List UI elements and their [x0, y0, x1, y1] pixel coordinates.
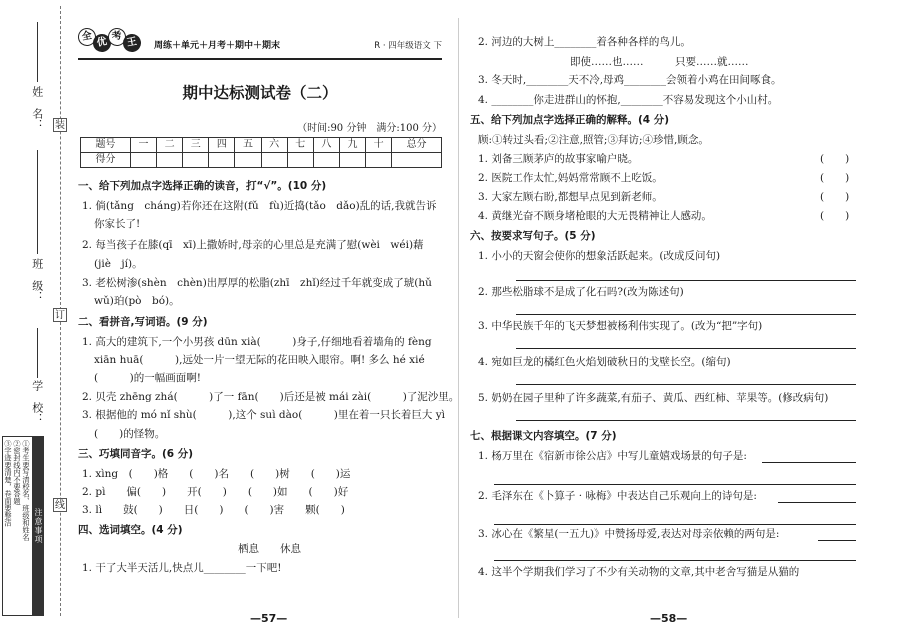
section-7-title: 七、根据课文内容填空。(7 分)	[470, 430, 617, 442]
s4-line-2: 2. 河边的大树上________着各种各样的鸟儿。	[478, 36, 691, 48]
s7-answer-1b[interactable]	[494, 484, 856, 485]
s1-line-4: (jiè jí)。	[94, 258, 143, 270]
name-label: 姓 名：	[30, 86, 44, 130]
section-6-title: 六、按要求写句子。(5 分)	[470, 230, 596, 242]
binding-strip	[0, 0, 65, 636]
s7-line-4: 4. 这半个学期我们学习了不少有关动物的文章,其中老舍写猫是从猫的	[478, 566, 800, 578]
school-field[interactable]	[37, 328, 38, 378]
school-label: 学 校：	[30, 380, 44, 424]
score-header-cell: 二	[157, 138, 183, 153]
s7-line-1: 1. 杨万里在《宿新市徐公店》中写儿童嬉戏场景的句子是:	[478, 450, 747, 462]
s3-line-2: 2. pì 偏( ) 开( ) ( )如 ( )好	[82, 486, 349, 498]
s2-line-4: 2. 贝壳 zhēng zhá( )了一 fān( )后还是被 mái zài( )了泥沙里。	[82, 391, 460, 403]
s3-line-1: 1. xìng ( )格 ( )名 ( )树 ( )运	[82, 468, 351, 480]
notice-body	[3, 437, 32, 615]
score-cell[interactable]	[339, 153, 365, 168]
s2-line-3: ( )的一幅画面啊!	[94, 372, 201, 384]
s5-line-3: 3. 大家左顾右盼,都想早点见到新老师。	[478, 191, 663, 203]
notice-title: 注意事项	[32, 437, 43, 615]
time-info: （时间:90 分钟 满分:100 分）	[297, 123, 442, 134]
logo-char-4: 王	[122, 33, 143, 54]
s2-line-5: 3. 根据他的 mó nǐ shù( ),这个 suì dào( )里在着一只长着巨大 yì	[82, 409, 446, 421]
score-header-cell: 九	[339, 138, 365, 153]
s5-line-4: 4. 黄继光奋不顾身堵枪眼的大无畏精神让人感动。	[478, 210, 712, 222]
score-table-row	[81, 153, 442, 168]
cut-mark-3: 线	[55, 500, 65, 511]
page-header	[78, 30, 442, 60]
score-cell[interactable]	[183, 153, 209, 168]
s5-line-1: 1. 刘备三顾茅庐的故事家喻户晓。	[478, 153, 639, 165]
exam-title: 期中达标测试卷（二）	[182, 84, 338, 102]
s6-answer-line-2[interactable]	[516, 314, 856, 315]
notice-box	[2, 436, 44, 616]
s5-answer-3[interactable]: ( )	[820, 191, 850, 203]
score-cell[interactable]	[261, 153, 287, 168]
name-field[interactable]	[37, 22, 38, 82]
score-table	[80, 137, 442, 168]
s1-line-3: 2. 每当孩子在膝(qī xī)上撒娇时,母亲的心里总是充满了慰(wèi wéi)藉	[82, 239, 424, 251]
page-number-right: —58—	[650, 612, 688, 625]
s4-line-1: 1. 干了大半天活儿,快点儿________一下吧!	[82, 562, 282, 574]
score-cell[interactable]	[130, 153, 156, 168]
notice-line-2: ②密封线内不要答题	[13, 440, 22, 505]
page-number-left: —57—	[250, 612, 288, 625]
s1-line-6: wǔ)珀(pò bó)。	[94, 295, 180, 307]
s1-line-2: 你家长了!	[94, 218, 141, 230]
s4-line-3: 3. 冬天时,________天不冷,母鸡________会领着小鸡在田间啄食。	[478, 74, 782, 86]
score-header-cell: 题号	[81, 138, 131, 153]
score-cell[interactable]	[366, 153, 392, 168]
cut-mark-2: 订	[55, 310, 65, 321]
s1-line-5: 3. 老松树渗(shèn chèn)出厚厚的松脂(zhī zhǐ)经过千年就变成了琥(hǔ	[82, 277, 432, 289]
score-cell[interactable]	[313, 153, 339, 168]
s5-definitions: 顾:①转过头看;②注意,照管;③拜访;④珍惜,顾念。	[478, 134, 709, 146]
s6-answer-line-3[interactable]	[516, 348, 856, 349]
s2-line-1: 1. 高大的建筑下,一个小男孩 dūn xià( )身子,仔细地看着墙角的 fèng	[82, 336, 432, 348]
score-header-cell: 三	[183, 138, 209, 153]
s6-answer-line-5[interactable]	[516, 420, 856, 421]
score-cell[interactable]	[235, 153, 261, 168]
s6-line-5: 5. 奶奶在园子里种了许多蔬菜,有茄子、黄瓜、西红柿、苹果等。(修改病句)	[478, 392, 829, 404]
section-1-title: 一、给下列加点字选择正确的读音，打“√”。(10 分)	[78, 180, 327, 192]
s7-line-3: 3. 冰心在《繁星(一五九)》中赞扬母爱,表达对母亲依赖的两句是:	[478, 528, 780, 540]
s4-word-choices: 栖息 休息	[238, 543, 301, 555]
s6-line-3: 3. 中华民族千年的飞天梦想被杨利伟实现了。(改为“把”字句)	[478, 320, 763, 332]
score-header-cell: 四	[209, 138, 235, 153]
s3-line-3: 3. lì 鼓( ) 日( ) ( )害 颗( )	[82, 504, 345, 516]
score-header-cell: 六	[261, 138, 287, 153]
score-header-cell: 五	[235, 138, 261, 153]
s5-line-2: 2. 医院工作太忙,妈妈常常顾不上吃饭。	[478, 172, 663, 184]
score-header-cell: 八	[313, 138, 339, 153]
cut-mark-1: 装	[55, 120, 65, 131]
logo-char-1: 全	[77, 27, 98, 48]
s6-line-2: 2. 那些松脂球不是成了化石吗?(改为陈述句)	[478, 286, 684, 298]
s5-answer-2[interactable]: ( )	[820, 172, 850, 184]
score-row-label: 得分	[81, 153, 131, 168]
score-cell[interactable]	[392, 153, 442, 168]
s7-line-2: 2. 毛泽东在《卜算子 · 咏梅》中表达自己乐观向上的诗句是:	[478, 490, 757, 502]
header-subtitle: 周练＋单元＋月考＋期中＋期末	[154, 41, 281, 51]
page-divider	[458, 18, 459, 618]
s6-line-1: 1. 小小的天窗会使你的想象活跃起来。(改成反问句)	[478, 250, 721, 262]
section-3-title: 三、巧填同音字。(6 分)	[78, 448, 194, 460]
class-field[interactable]	[37, 150, 38, 254]
logo-char-3: 考	[107, 27, 128, 48]
section-4-title: 四、选词填空。(4 分)	[78, 524, 183, 536]
s2-line-6: ( )的怪物。	[94, 428, 166, 440]
s1-line-1: 1. 倘(tǎng cháng)若你还在这附(fǔ fù)近捣(tǎo dǎo)乱的话,我就告诉	[82, 200, 437, 212]
s4-word-choices-2: 即使……也…… 只要……就……	[570, 56, 749, 68]
header-grade: R · 四年级语文 下	[374, 41, 442, 51]
s6-answer-line-1[interactable]	[516, 280, 856, 281]
section-2-title: 二、看拼音,写词语。(9 分)	[78, 316, 208, 328]
s7-answer-2a[interactable]	[778, 502, 856, 503]
notice-line-1: ①考生要写清校名、班级和姓名	[22, 440, 31, 541]
score-table-header	[81, 138, 442, 153]
score-cell[interactable]	[287, 153, 313, 168]
score-cell[interactable]	[209, 153, 235, 168]
s7-answer-3a[interactable]	[818, 540, 856, 541]
s7-answer-2b[interactable]	[494, 524, 856, 525]
section-5-title: 五、给下列加点字选择正确的解释。(4 分)	[470, 114, 670, 126]
score-header-cell: 一	[130, 138, 156, 153]
s4-line-4: 4. ________你走进群山的怀抱,________不容易发现这个小山村。	[478, 94, 779, 106]
s7-answer-3b[interactable]	[494, 560, 856, 561]
brand-logo	[78, 28, 138, 52]
score-header-cell: 七	[287, 138, 313, 153]
score-cell[interactable]	[157, 153, 183, 168]
score-header-cell: 总分	[392, 138, 442, 153]
s2-line-2: xiān huā( ),远处一片一望无际的花田映入眼帘。啊! 多么 hé xié	[94, 354, 425, 366]
notice-line-3: ③字迹要清楚，卷面要整洁	[4, 440, 13, 527]
score-header-cell: 十	[366, 138, 392, 153]
s6-line-4: 4. 宛如巨龙的橘红色火焰划破秋日的戈壁长空。(缩句)	[478, 356, 731, 368]
s5-answer-4[interactable]: ( )	[820, 210, 850, 222]
s5-answer-1[interactable]: ( )	[820, 153, 850, 165]
s7-answer-1a[interactable]	[762, 462, 856, 463]
s6-answer-line-4[interactable]	[516, 384, 856, 385]
logo-char-2: 优	[92, 33, 113, 54]
class-label: 班 级：	[30, 258, 44, 302]
